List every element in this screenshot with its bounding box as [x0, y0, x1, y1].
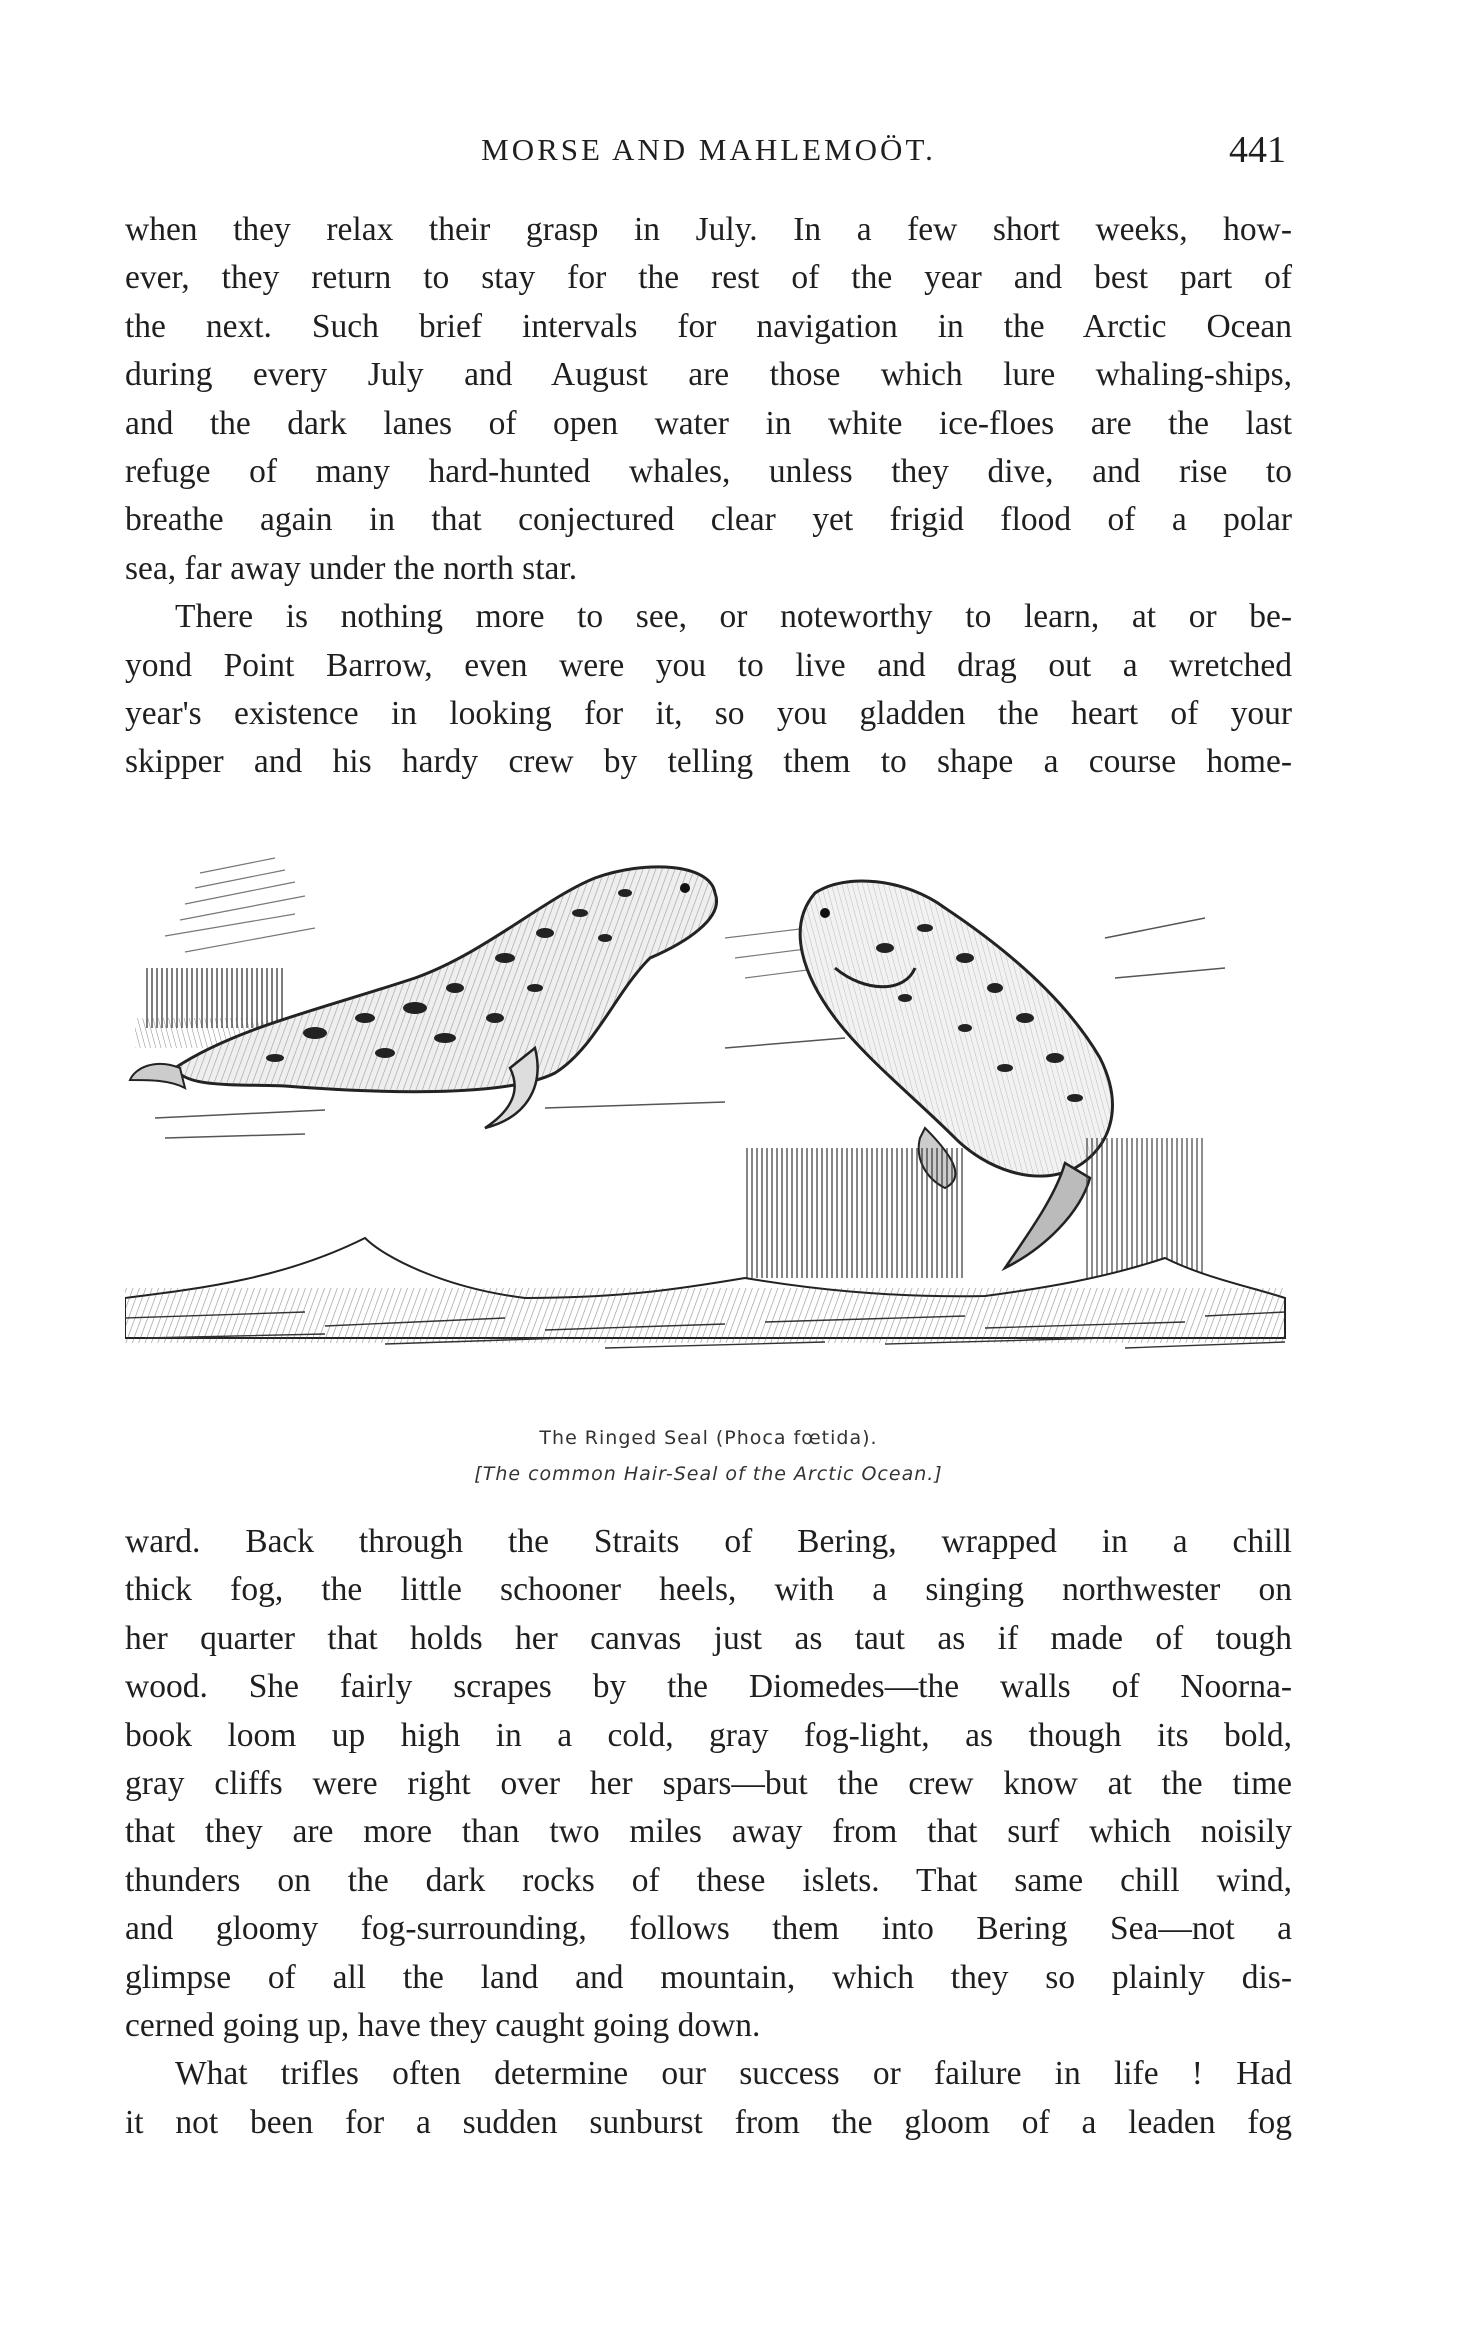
text-line: it not been for a sudden sunburst from the gloom of a leaden fog — [125, 2103, 1292, 2141]
text-line: There is nothing more to see, or noteworthy to learn, at or be- — [175, 598, 1292, 636]
text-line: sea, far away under the north star. — [125, 549, 578, 587]
body-text-bottom — [125, 1518, 1292, 2147]
text-line: What trifles often determine our success or failure in life ! Had — [175, 2055, 1292, 2093]
text-line: yond Point Barrow, even were you to live and drag out a wretched — [125, 646, 1292, 684]
text-line: ever, they return to stay for the rest of the year and best part of — [125, 259, 1292, 297]
text-line: glimpse of all the land and mountain, which they so plainly dis- — [125, 1958, 1292, 1996]
text-line: when they relax their grasp in July. In a few short weeks, how- — [125, 211, 1292, 248]
ringed-seal-engraving — [125, 818, 1292, 1418]
figure-caption: The Ringed Seal (Phoca fœtida). — [539, 1427, 878, 1449]
text-line: during every July and August are those which lure whaling-ships, — [125, 356, 1292, 394]
text-line: that they are more than two miles away from that surf which noisily — [125, 1813, 1292, 1851]
running-title: MORSE AND MAHLEMOÖT. — [481, 132, 936, 167]
text-line: book loom up high in a cold, gray fog-light, as though its bold, — [125, 1716, 1292, 1754]
text-line: gray cliffs were right over her spars—but the crew know at the time — [125, 1765, 1292, 1803]
page-number: 441 — [1229, 129, 1286, 171]
seal-illustration — [125, 818, 1292, 1418]
text-line: year's existence in looking for it, so you gladden the heart of your — [125, 695, 1292, 733]
body-text-top — [125, 206, 1292, 787]
text-line: wood. She fairly scrapes by the Diomedes—the walls of Noorna- — [125, 1668, 1292, 1706]
text-line: thick fog, the little schooner heels, with a singing northwester on — [125, 1571, 1292, 1609]
figure-subcaption: [The common Hair-Seal of the Arctic Ocean.] — [474, 1463, 943, 1485]
text-line: breathe again in that conjectured clear yet frigid flood of a polar — [125, 501, 1292, 539]
text-line: refuge of many hard-hunted whales, unless they dive, and rise to — [125, 453, 1292, 491]
text-line: her quarter that holds her canvas just as taut as if made of tough — [125, 1619, 1292, 1657]
text-line: and gloomy fog-surrounding, follows them into Bering Sea—not a — [125, 1910, 1292, 1948]
text-line: thunders on the dark rocks of these islets. That same chill wind, — [125, 1861, 1292, 1899]
running-head — [125, 128, 1292, 176]
text-line: the next. Such brief intervals for navigation in the Arctic Ocean — [125, 307, 1292, 345]
text-line: skipper and his hardy crew by telling them to shape a course home- — [125, 743, 1292, 781]
text-line: cerned going up, have they caught going down. — [125, 2007, 761, 2045]
text-line: ward. Back through the Straits of Bering, wrapped in a chill — [125, 1523, 1292, 1560]
text-line: and the dark lanes of open water in white ice-floes are the last — [125, 404, 1292, 442]
